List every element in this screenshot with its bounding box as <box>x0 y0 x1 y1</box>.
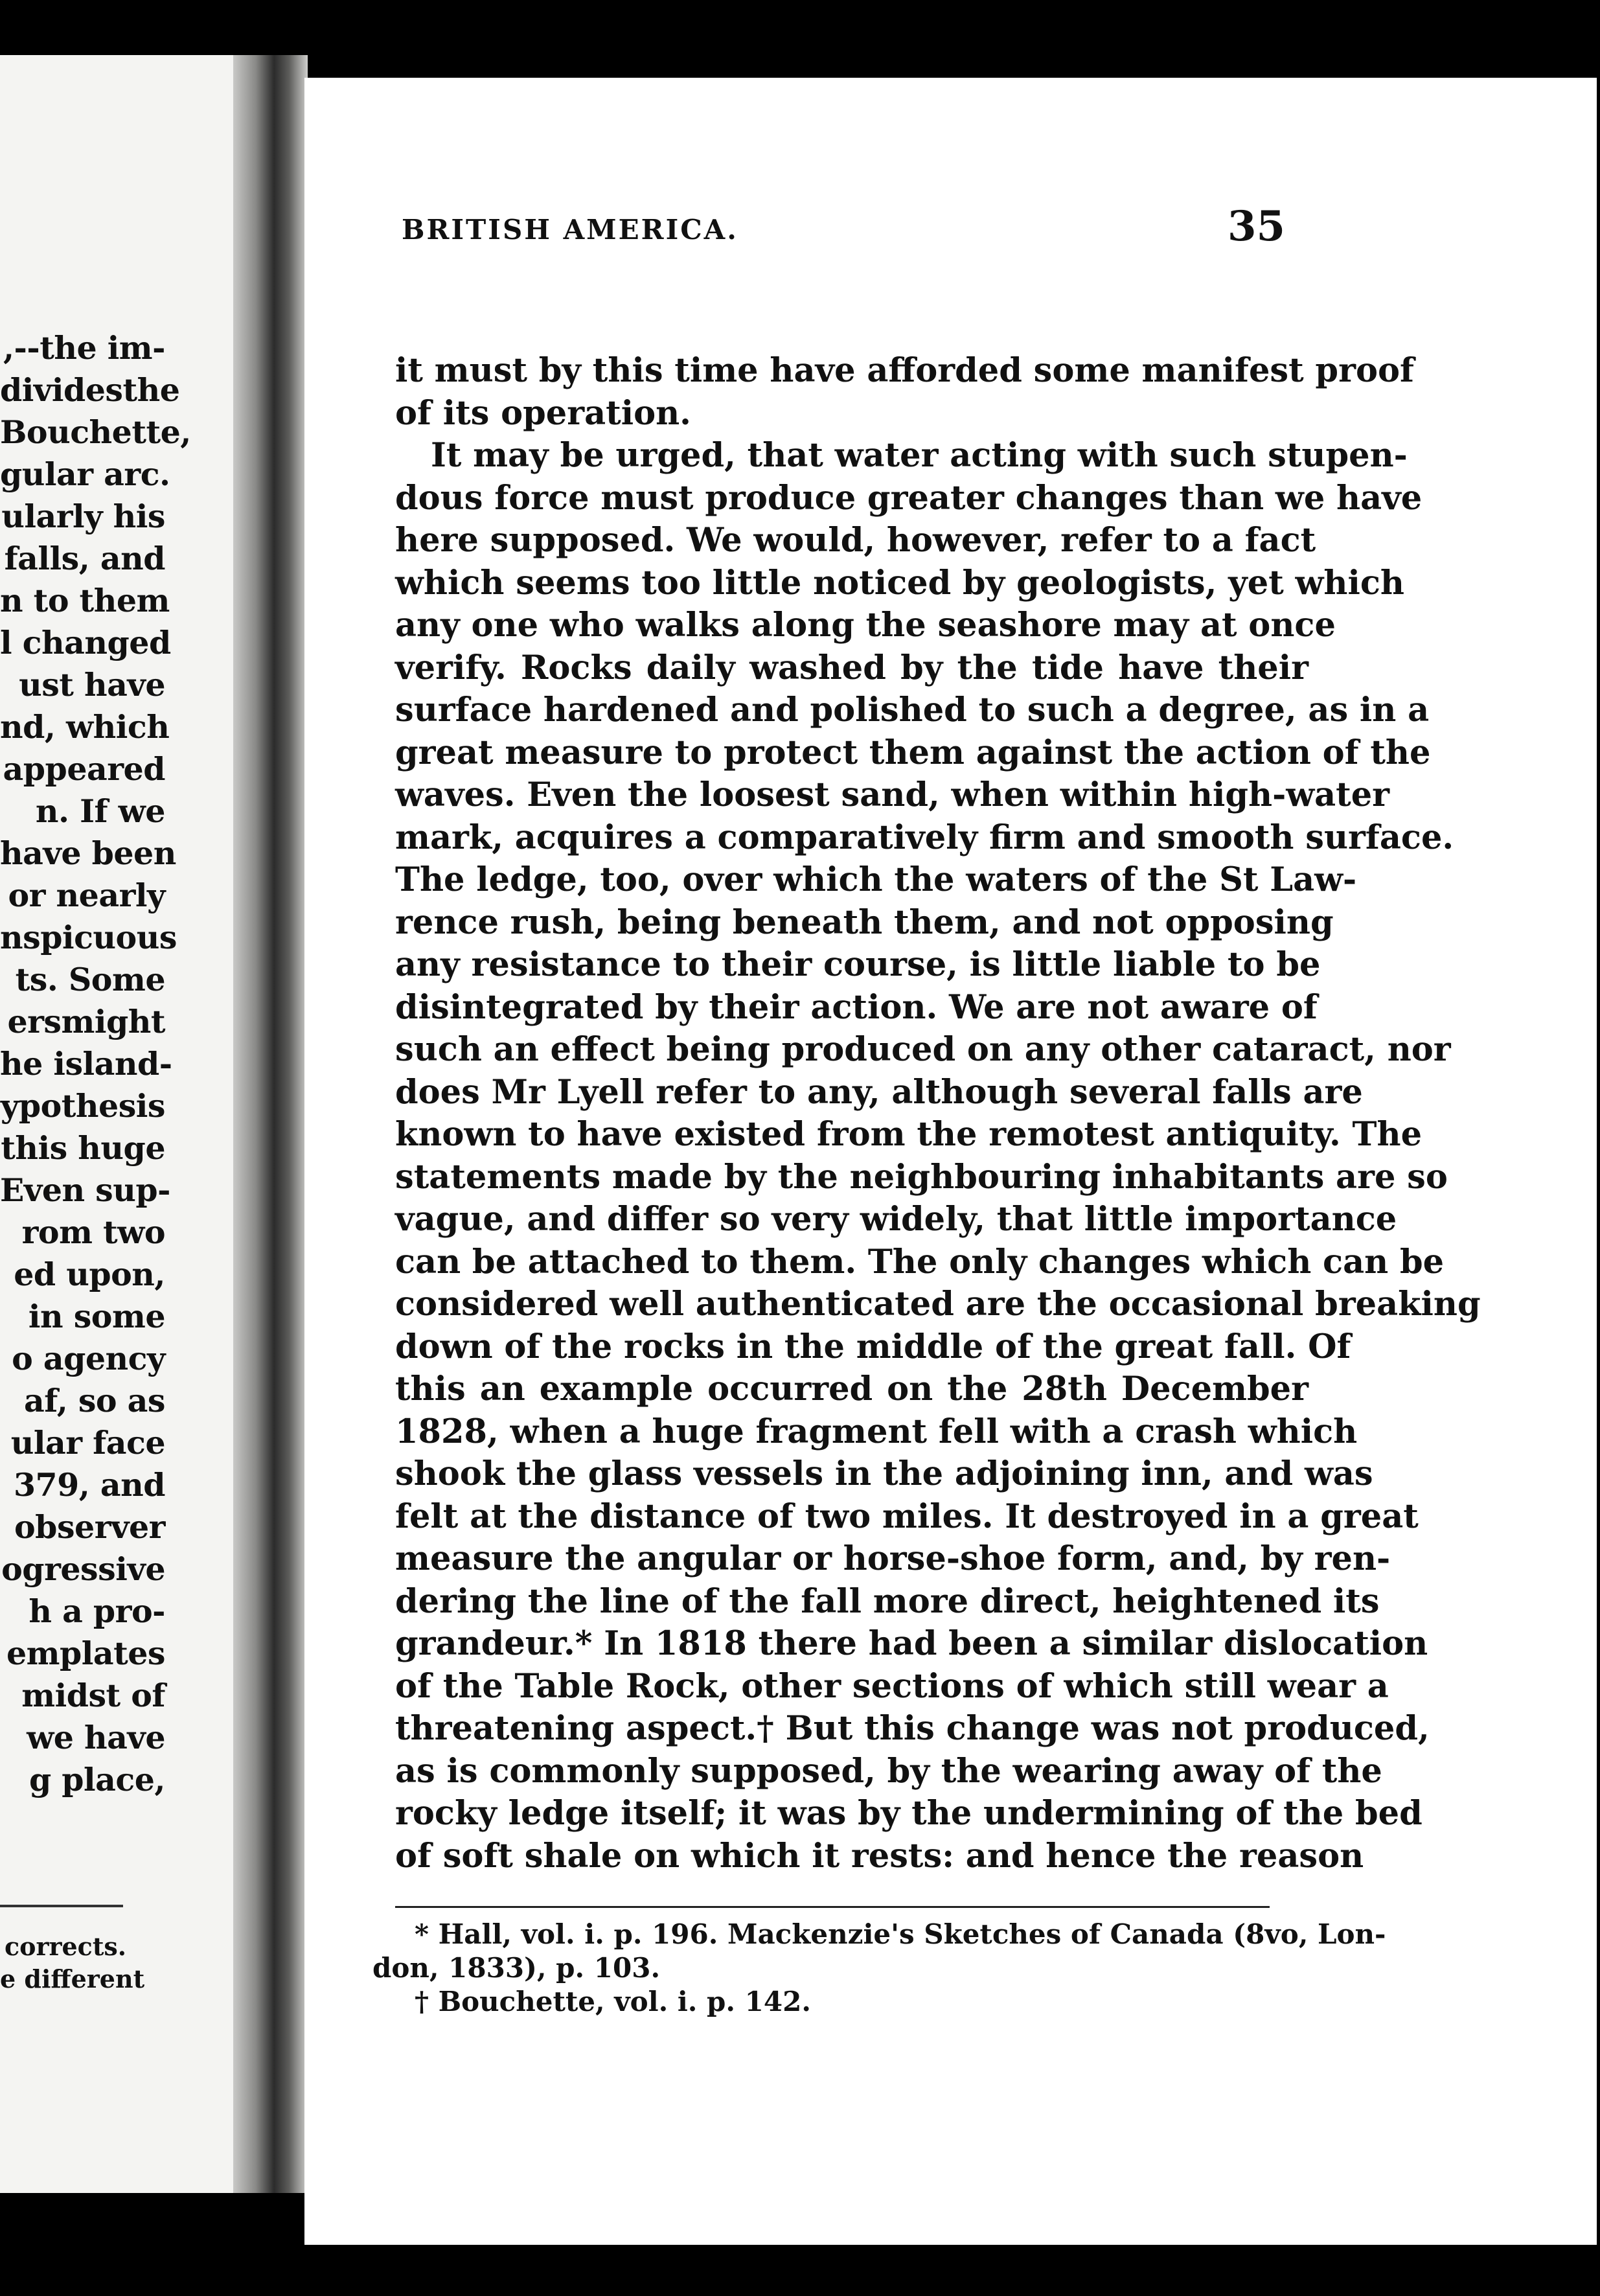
text-line: ularly his <box>1 498 165 535</box>
text-line: ersmight <box>7 1003 165 1040</box>
book-gutter <box>233 55 308 2193</box>
text-line: which seems too little noticed by geologists, yet which <box>395 563 1404 603</box>
facing-page-footnotes <box>0 1931 145 1995</box>
footnote-line: don, 1833), p. 103. <box>372 1952 661 1984</box>
text-line: ed upon, <box>14 1256 165 1293</box>
text-line: h a pro- <box>29 1592 165 1630</box>
text-line: dous force must produce greater changes than we have <box>395 478 1423 518</box>
text-line: mark, acquires a comparatively firm and smooth surface. <box>395 818 1454 857</box>
text-line: dividesthe <box>0 371 180 409</box>
text-line: threatening aspect.† But this change was not produced, <box>395 1709 1430 1748</box>
facing-page-left <box>0 55 233 2193</box>
text-line: grandeur.* In 1818 there had been a similar dislocation <box>395 1624 1428 1663</box>
text-line: 379, and <box>13 1466 165 1504</box>
text-line: any one who walks along the seashore may at once <box>395 606 1336 645</box>
text-line: ular face <box>10 1424 165 1462</box>
text-line: 1828, when a huge fragment fell with a crash which <box>395 1412 1358 1451</box>
text-line: great measure to protect them against the action of the <box>395 733 1431 772</box>
text-line: this huge <box>1 1129 165 1167</box>
text-line: g place, <box>29 1761 165 1798</box>
text-line: of soft shale on which it rests: and hence the reason <box>395 1836 1364 1876</box>
text-line: appeared <box>3 750 165 788</box>
text-line: considered well authenticated are the occasional breaking <box>395 1285 1481 1324</box>
footnotes <box>372 1918 1386 2019</box>
text-line: have been <box>0 834 176 872</box>
text-line: emplates <box>6 1635 165 1672</box>
text-line: statements made by the neighbouring inhabitants are so <box>395 1157 1448 1197</box>
text-line: dering the line of the fall more direct, heightened its <box>395 1581 1380 1621</box>
running-head: BRITISH AMERICA. <box>402 214 738 246</box>
footnote-line: e different <box>0 1964 145 1993</box>
footnote-rule <box>395 1906 1270 1908</box>
page-number: 35 <box>1228 202 1286 251</box>
text-line: ,--the im- <box>3 329 165 367</box>
text-line: vague, and differ so very widely, that little importance <box>395 1200 1397 1239</box>
text-line: rom two <box>21 1213 165 1251</box>
text-line: can be attached to them. The only changes which can be <box>395 1242 1445 1281</box>
text-line: nspicuous <box>0 919 177 956</box>
text-line: does Mr Lyell refer to any, although several falls are <box>395 1072 1363 1112</box>
footnote-rule-left <box>0 1905 123 1907</box>
text-line: verify. Rocks daily washed by the tide have their <box>395 648 1309 687</box>
footnote-line: † Bouchette, vol. i. p. 142. <box>415 1986 811 2017</box>
text-line: waves. Even the loosest sand, when within high-water <box>395 775 1390 814</box>
text-line: n to them <box>0 582 170 619</box>
text-line: we have <box>27 1719 165 1756</box>
text-line: shook the glass vessels in the adjoining inn, and was <box>395 1454 1373 1493</box>
text-line: o agency <box>12 1340 165 1377</box>
text-line: known to have existed from the remotest antiquity. The <box>395 1115 1423 1154</box>
text-line: ypothesis <box>0 1087 165 1125</box>
text-line: as is commonly supposed, by the wearing away of the <box>395 1751 1382 1791</box>
footnote-line: corrects. <box>4 1932 126 1961</box>
text-line: gular arc. <box>0 455 170 493</box>
text-line: such an effect being produced on any other cataract, nor <box>395 1030 1451 1069</box>
text-line: ust have <box>19 666 165 704</box>
text-line: falls, and <box>4 540 165 577</box>
text-line: in some <box>28 1298 165 1335</box>
text-line: of the Table Rock, other sections of which still wear a <box>395 1666 1389 1706</box>
text-line: or nearly <box>8 877 165 914</box>
text-line: ts. Some <box>15 961 165 998</box>
text-line: It may be urged, that water acting with such stupen- <box>431 436 1408 475</box>
text-line: surface hardened and polished to such a degree, as in a <box>395 691 1430 729</box>
text-line: l changed <box>0 624 171 661</box>
text-line: any resistance to their course, is little liable to be <box>395 945 1321 984</box>
text-line: felt at the distance of two miles. It destroyed in a great <box>395 1497 1419 1536</box>
text-line: measure the angular or horse-shoe form, and, by ren- <box>395 1539 1391 1578</box>
text-line: down of the rocks in the middle of the great fall. Of <box>395 1327 1351 1366</box>
text-line: nd, which <box>0 708 170 746</box>
text-line: disintegrated by their action. We are not aware of <box>395 987 1318 1027</box>
text-line: it must by this time have afforded some manifest proof <box>395 351 1414 390</box>
facing-page-text <box>0 327 191 1801</box>
text-line: this an example occurred on the 28th December <box>395 1370 1309 1408</box>
text-line: of its operation. <box>395 393 691 433</box>
text-line: n. If we <box>35 792 165 830</box>
body-text <box>395 350 1481 1877</box>
text-line: The ledge, too, over which the waters of the St Law- <box>395 860 1357 899</box>
text-line: af, so as <box>23 1382 165 1419</box>
text-line: here supposed. We would, however, refer to a fact <box>395 521 1316 560</box>
text-line: rocky ledge itself; it was by the undermining of the bed <box>395 1794 1423 1833</box>
text-line: observer <box>14 1508 165 1546</box>
text-line: rence rush, being beneath them, and not opposing <box>395 902 1334 942</box>
text-line: Even sup- <box>0 1171 170 1209</box>
text-line: Bouchette, <box>0 413 191 451</box>
text-line: he island- <box>0 1045 172 1083</box>
text-line: midst of <box>21 1677 165 1714</box>
footnote-line: * Hall, vol. i. p. 196. Mackenzie's Sketches of Canada (8vo, Lon- <box>415 1918 1386 1950</box>
text-line: ogressive <box>1 1550 165 1588</box>
